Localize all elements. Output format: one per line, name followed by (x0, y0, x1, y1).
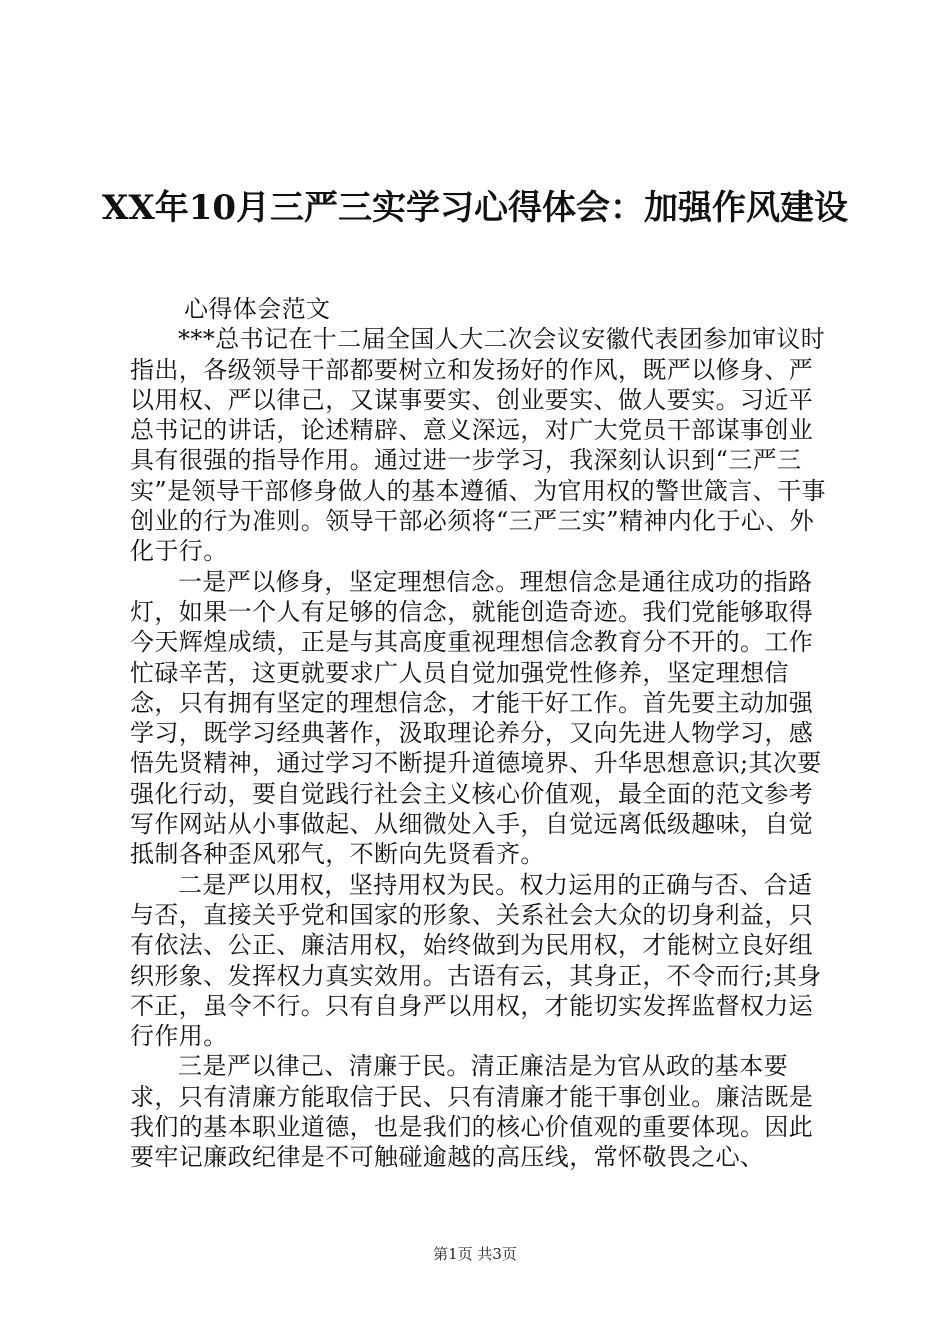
page-number-footer: 第1页 共3页 (433, 1245, 517, 1263)
document-subtitle: 心得体会范文 (184, 295, 331, 323)
body-paragraph: 二是严以用权，坚持用权为民。权力运用的正确与否、合适与否，直接关乎党和国家的形象、关系社会大众的切身利益，只有依法、公正、廉洁用权，始终做到为民用权，才能树立良好组织形象、发挥权力真实效用。古语有云，其身正，不令而行;其身不正，虽令不行。只有自身严以用权，才能切实发挥监督权力运行作用。 (130, 870, 822, 1051)
body-paragraph: ***总书记在十二届全国人大二次会议安徽代表团参加审议时指出，各级领导干部都要树立和发扬好的作风，既严以修身、严以用权、严以律己，又谋事要实、创业要实、做人要实。习近平总书记的讲话，论述精辟、意义深远，对广大党员干部谋事创业具有很强的指导作用。通过进一步学习，我深刻认识到“三严三实”是领导干部修身做人的基本遵循、为官用权的警世箴言、干事创业的行为准则。领导干部必须将“三严三实”精神内化于心、外化于行。 (130, 325, 826, 566)
document-title: XX年10月三严三实学习心得体会：加强作风建设 (101, 188, 849, 228)
body-paragraph: 三是严以律己、清廉于民。清正廉洁是为官从政的基本要求，只有清廉方能取信于民、只有清廉才能干事创业。廉洁既是我们的基本职业道德，也是我们的核心价值观的重要体现。因此要牢记廉政纪律是不可触碰逾越的高压线，常怀敬畏之心、 (130, 1052, 814, 1172)
body-paragraph: 一是严以修身，坚定理想信念。理想信念是通往成功的指路灯，如果一个人有足够的信念，就能创造奇迹。我们党能够取得今天辉煌成绩，正是与其高度重视理想信念教育分不开的。工作忙碌辛苦，这更就要求广人员自觉加强党性修养，坚定理想信念，只有拥有坚定的理想信念，才能干好工作。首先要主动加强学习，既学习经典著作，汲取理论养分，又向先进人物学习，感悟先贤精神，通过学习不断提升道德境界、升华思想意识;其次要强化行动，要自觉践行社会主义核心价值观，最全面的范文参考写作网站从小事做起、从细微处入手，自觉远离低级趣味，自觉抵制各种歪风邪气，不断向先贤看齐。 (130, 567, 822, 869)
document-body (130, 294, 830, 1173)
